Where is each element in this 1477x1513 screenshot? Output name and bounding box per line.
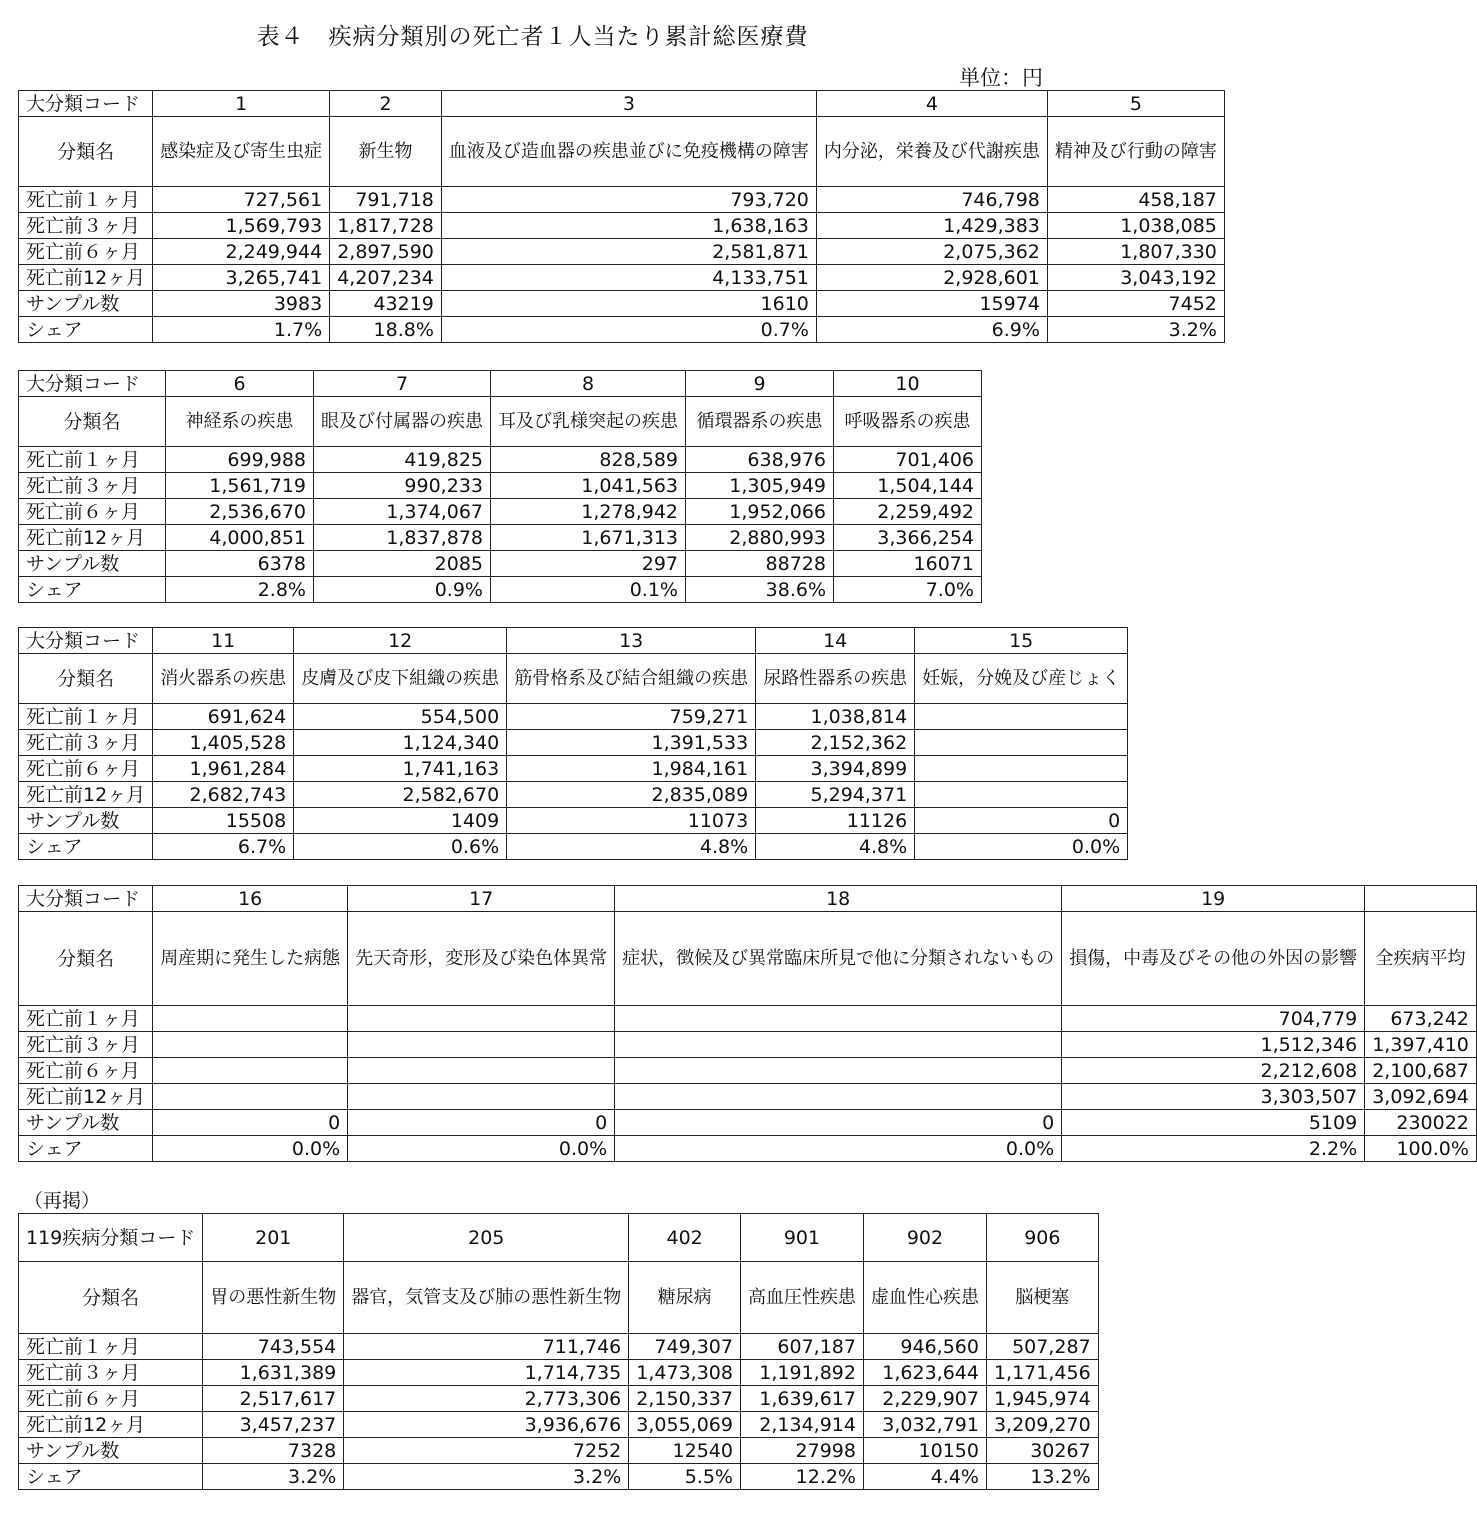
value-cell: 2,835,089 bbox=[507, 782, 756, 808]
name-label: 分類名 bbox=[19, 397, 166, 447]
value-cell: 0.6% bbox=[294, 834, 507, 860]
value-cell: 3.2% bbox=[1047, 317, 1224, 343]
code-cell: 14 bbox=[756, 628, 915, 654]
value-cell: 1,504,144 bbox=[834, 473, 982, 499]
category-name: 耳及び乳様突起の疾患 bbox=[491, 397, 686, 447]
value-cell: 0 bbox=[615, 1110, 1062, 1136]
value-cell: 0.0% bbox=[915, 834, 1128, 860]
value-cell: 3,936,676 bbox=[344, 1412, 629, 1438]
name-label: 分類名 bbox=[19, 912, 153, 1006]
value-cell: 458,187 bbox=[1047, 187, 1224, 213]
code-cell: 13 bbox=[507, 628, 756, 654]
row-label: 死亡前12ヶ月 bbox=[19, 525, 166, 551]
category-name: 脳梗塞 bbox=[986, 1262, 1098, 1334]
value-cell: 6.9% bbox=[816, 317, 1047, 343]
category-name: 呼吸器系の疾患 bbox=[834, 397, 982, 447]
value-cell: 1,569,793 bbox=[153, 213, 330, 239]
value-cell: 0.7% bbox=[441, 317, 816, 343]
code-cell: 10 bbox=[834, 371, 982, 397]
value-cell: 743,554 bbox=[203, 1334, 344, 1360]
value-cell: 4,133,751 bbox=[441, 265, 816, 291]
header-label: 大分類コード bbox=[19, 628, 153, 654]
value-cell: 1,397,410 bbox=[1365, 1032, 1477, 1058]
value-cell: 1,837,878 bbox=[314, 525, 491, 551]
value-cell: 0 bbox=[153, 1110, 348, 1136]
value-cell: 2.2% bbox=[1062, 1136, 1365, 1162]
table-row bbox=[19, 704, 1128, 730]
value-cell: 701,406 bbox=[834, 447, 982, 473]
value-cell: 0.0% bbox=[348, 1136, 615, 1162]
category-name: 器官，気管支及び肺の悪性新生物 bbox=[344, 1262, 629, 1334]
table-row bbox=[19, 1084, 1477, 1110]
table-row bbox=[19, 1412, 1099, 1438]
code-cell: 901 bbox=[740, 1214, 863, 1262]
header-row bbox=[19, 371, 982, 397]
table-row bbox=[19, 551, 982, 577]
row-label: 死亡前３ヶ月 bbox=[19, 1360, 203, 1386]
value-cell: 699,988 bbox=[166, 447, 314, 473]
value-cell: 2,152,362 bbox=[756, 730, 915, 756]
code-cell: 902 bbox=[863, 1214, 986, 1262]
table-row bbox=[19, 1386, 1099, 1412]
value-cell: 1,041,563 bbox=[491, 473, 686, 499]
value-cell: 6.7% bbox=[153, 834, 294, 860]
category-name: 先天奇形，変形及び染色体異常 bbox=[348, 912, 615, 1006]
data-table-119 bbox=[18, 1213, 1099, 1490]
value-cell: 3.2% bbox=[203, 1464, 344, 1490]
value-cell: 3,043,192 bbox=[1047, 265, 1224, 291]
value-cell: 2,682,743 bbox=[153, 782, 294, 808]
value-cell: 100.0% bbox=[1365, 1136, 1477, 1162]
value-cell bbox=[153, 1006, 348, 1032]
value-cell: 297 bbox=[491, 551, 686, 577]
table-row bbox=[19, 1136, 1477, 1162]
table-row bbox=[19, 1032, 1477, 1058]
value-cell bbox=[153, 1084, 348, 1110]
row-label: 死亡前６ヶ月 bbox=[19, 1386, 203, 1412]
table-row bbox=[19, 265, 1225, 291]
code-cell: 15 bbox=[915, 628, 1128, 654]
value-cell: 828,589 bbox=[491, 447, 686, 473]
value-cell: 3,209,270 bbox=[986, 1412, 1098, 1438]
name-label: 分類名 bbox=[19, 1262, 203, 1334]
value-cell: 3,265,741 bbox=[153, 265, 330, 291]
category-name: 循環器系の疾患 bbox=[686, 397, 834, 447]
row-label: シェア bbox=[19, 317, 153, 343]
value-cell: 1409 bbox=[294, 808, 507, 834]
value-cell: 2,150,337 bbox=[629, 1386, 741, 1412]
value-cell: 1,038,814 bbox=[756, 704, 915, 730]
name-label: 分類名 bbox=[19, 117, 153, 187]
code-cell: 8 bbox=[491, 371, 686, 397]
value-cell: 1,305,949 bbox=[686, 473, 834, 499]
value-cell: 749,307 bbox=[629, 1334, 741, 1360]
value-cell: 554,500 bbox=[294, 704, 507, 730]
header-label: 119疾病分類コード bbox=[19, 1214, 203, 1262]
value-cell: 11126 bbox=[756, 808, 915, 834]
table-row bbox=[19, 1110, 1477, 1136]
value-cell: 3,303,507 bbox=[1062, 1084, 1365, 1110]
row-label: 死亡前12ヶ月 bbox=[19, 782, 153, 808]
value-cell: 2,581,871 bbox=[441, 239, 816, 265]
value-cell: 30267 bbox=[986, 1438, 1098, 1464]
value-cell: 1,961,284 bbox=[153, 756, 294, 782]
value-cell bbox=[153, 1032, 348, 1058]
category-name: 新生物 bbox=[330, 117, 442, 187]
header-label: 大分類コード bbox=[19, 371, 166, 397]
row-label: サンプル数 bbox=[19, 1438, 203, 1464]
row-label: 死亡前３ヶ月 bbox=[19, 213, 153, 239]
value-cell: 3,394,899 bbox=[756, 756, 915, 782]
value-cell: 2.8% bbox=[166, 577, 314, 603]
value-cell: 1,429,383 bbox=[816, 213, 1047, 239]
value-cell: 1,631,389 bbox=[203, 1360, 344, 1386]
table-row bbox=[19, 1334, 1099, 1360]
value-cell: 3.2% bbox=[344, 1464, 629, 1490]
row-label: シェア bbox=[19, 1464, 203, 1490]
code-cell: 19 bbox=[1062, 886, 1365, 912]
value-cell bbox=[915, 704, 1128, 730]
value-cell: 704,779 bbox=[1062, 1006, 1365, 1032]
category-name: 周産期に発生した病態 bbox=[153, 912, 348, 1006]
table-row bbox=[19, 499, 982, 525]
data-table-2 bbox=[18, 370, 982, 603]
value-cell: 2,880,993 bbox=[686, 525, 834, 551]
value-cell: 88728 bbox=[686, 551, 834, 577]
code-cell: 3 bbox=[441, 91, 816, 117]
value-cell: 2,134,914 bbox=[740, 1412, 863, 1438]
value-cell: 7452 bbox=[1047, 291, 1224, 317]
data-table-1 bbox=[18, 90, 1225, 343]
value-cell: 1,623,644 bbox=[863, 1360, 986, 1386]
row-label: 死亡前３ヶ月 bbox=[19, 1032, 153, 1058]
value-cell: 3983 bbox=[153, 291, 330, 317]
value-cell: 4.8% bbox=[756, 834, 915, 860]
category-name: 胃の悪性新生物 bbox=[203, 1262, 344, 1334]
table-row bbox=[19, 213, 1225, 239]
value-cell: 3,092,694 bbox=[1365, 1084, 1477, 1110]
row-label: シェア bbox=[19, 1136, 153, 1162]
value-cell bbox=[348, 1032, 615, 1058]
table-row bbox=[19, 473, 982, 499]
row-label: 死亡前６ヶ月 bbox=[19, 1058, 153, 1084]
category-name: 皮膚及び皮下組織の疾患 bbox=[294, 654, 507, 704]
value-cell bbox=[153, 1058, 348, 1084]
category-name: 全疾病平均 bbox=[1365, 912, 1477, 1006]
row-label: 死亡前12ヶ月 bbox=[19, 265, 153, 291]
row-label: サンプル数 bbox=[19, 291, 153, 317]
row-label: 死亡前12ヶ月 bbox=[19, 1084, 153, 1110]
value-cell: 1,984,161 bbox=[507, 756, 756, 782]
value-cell: 6378 bbox=[166, 551, 314, 577]
row-label: シェア bbox=[19, 577, 166, 603]
value-cell bbox=[615, 1006, 1062, 1032]
value-cell: 507,287 bbox=[986, 1334, 1098, 1360]
value-cell: 10150 bbox=[863, 1438, 986, 1464]
code-cell: 17 bbox=[348, 886, 615, 912]
value-cell: 1,741,163 bbox=[294, 756, 507, 782]
value-cell: 7.0% bbox=[834, 577, 982, 603]
category-name: 高血圧性疾患 bbox=[740, 1262, 863, 1334]
header-label: 大分類コード bbox=[19, 886, 153, 912]
value-cell: 2,582,670 bbox=[294, 782, 507, 808]
value-cell: 1,817,728 bbox=[330, 213, 442, 239]
row-label: 死亡前６ヶ月 bbox=[19, 239, 153, 265]
category-name: 血液及び造血器の疾患並びに免疫機構の障害 bbox=[441, 117, 816, 187]
value-cell bbox=[348, 1058, 615, 1084]
row-label: 死亡前12ヶ月 bbox=[19, 1412, 203, 1438]
value-cell: 1,374,067 bbox=[314, 499, 491, 525]
value-cell: 2,773,306 bbox=[344, 1386, 629, 1412]
value-cell: 15974 bbox=[816, 291, 1047, 317]
value-cell: 38.6% bbox=[686, 577, 834, 603]
value-cell: 5,294,371 bbox=[756, 782, 915, 808]
value-cell: 638,976 bbox=[686, 447, 834, 473]
value-cell: 0.0% bbox=[615, 1136, 1062, 1162]
value-cell: 2,536,670 bbox=[166, 499, 314, 525]
table-row bbox=[19, 782, 1128, 808]
name-label: 分類名 bbox=[19, 654, 153, 704]
table-row bbox=[19, 1438, 1099, 1464]
value-cell: 4,000,851 bbox=[166, 525, 314, 551]
category-name: 糖尿病 bbox=[629, 1262, 741, 1334]
code-cell: 11 bbox=[153, 628, 294, 654]
value-cell: 16071 bbox=[834, 551, 982, 577]
value-cell: 5109 bbox=[1062, 1110, 1365, 1136]
data-table-3 bbox=[18, 627, 1128, 860]
category-name: 内分泌，栄養及び代謝疾患 bbox=[816, 117, 1047, 187]
value-cell: 2,897,590 bbox=[330, 239, 442, 265]
value-cell: 673,242 bbox=[1365, 1006, 1477, 1032]
row-label: 死亡前３ヶ月 bbox=[19, 730, 153, 756]
row-label: サンプル数 bbox=[19, 1110, 153, 1136]
header-label: 大分類コード bbox=[19, 91, 153, 117]
data-table-4 bbox=[18, 885, 1477, 1162]
value-cell: 230022 bbox=[1365, 1110, 1477, 1136]
code-cell: 16 bbox=[153, 886, 348, 912]
name-row bbox=[19, 397, 982, 447]
category-name: 神経系の疾患 bbox=[166, 397, 314, 447]
value-cell: 607,187 bbox=[740, 1334, 863, 1360]
value-cell: 2,100,687 bbox=[1365, 1058, 1477, 1084]
value-cell: 990,233 bbox=[314, 473, 491, 499]
value-cell: 3,055,069 bbox=[629, 1412, 741, 1438]
value-cell: 1,171,456 bbox=[986, 1360, 1098, 1386]
value-cell: 727,561 bbox=[153, 187, 330, 213]
header-row bbox=[19, 628, 1128, 654]
value-cell: 4.4% bbox=[863, 1464, 986, 1490]
table-row bbox=[19, 756, 1128, 782]
value-cell: 1,038,085 bbox=[1047, 213, 1224, 239]
value-cell: 3,457,237 bbox=[203, 1412, 344, 1438]
table-row bbox=[19, 187, 1225, 213]
value-cell: 1,124,340 bbox=[294, 730, 507, 756]
value-cell: 15508 bbox=[153, 808, 294, 834]
value-cell: 1,714,735 bbox=[344, 1360, 629, 1386]
value-cell: 746,798 bbox=[816, 187, 1047, 213]
category-name: 虚血性心疾患 bbox=[863, 1262, 986, 1334]
value-cell: 2,249,944 bbox=[153, 239, 330, 265]
value-cell: 1,278,942 bbox=[491, 499, 686, 525]
name-row bbox=[19, 117, 1225, 187]
value-cell: 1,191,892 bbox=[740, 1360, 863, 1386]
header-row bbox=[19, 1214, 1099, 1262]
page-title: 表４ 疾病分類別の死亡者１人当たり累計総医療費 bbox=[256, 24, 809, 50]
row-label: サンプル数 bbox=[19, 808, 153, 834]
table-row bbox=[19, 808, 1128, 834]
row-label: 死亡前１ヶ月 bbox=[19, 1006, 153, 1032]
name-row bbox=[19, 912, 1477, 1006]
code-cell: 7 bbox=[314, 371, 491, 397]
value-cell: 0 bbox=[915, 808, 1128, 834]
value-cell: 2,928,601 bbox=[816, 265, 1047, 291]
value-cell bbox=[915, 756, 1128, 782]
value-cell: 946,560 bbox=[863, 1334, 986, 1360]
value-cell: 1,945,974 bbox=[986, 1386, 1098, 1412]
value-cell: 2,259,492 bbox=[834, 499, 982, 525]
value-cell: 5.5% bbox=[629, 1464, 741, 1490]
value-cell: 1,405,528 bbox=[153, 730, 294, 756]
code-cell: 4 bbox=[816, 91, 1047, 117]
unit-label: 単位：円 bbox=[959, 66, 1043, 90]
row-label: サンプル数 bbox=[19, 551, 166, 577]
value-cell: 13.2% bbox=[986, 1464, 1098, 1490]
table-row bbox=[19, 525, 982, 551]
code-cell: 201 bbox=[203, 1214, 344, 1262]
value-cell: 1,639,617 bbox=[740, 1386, 863, 1412]
value-cell: 1,952,066 bbox=[686, 499, 834, 525]
code-cell: 5 bbox=[1047, 91, 1224, 117]
table-row bbox=[19, 239, 1225, 265]
value-cell: 1,473,308 bbox=[629, 1360, 741, 1386]
value-cell: 1,391,533 bbox=[507, 730, 756, 756]
value-cell: 791,718 bbox=[330, 187, 442, 213]
value-cell: 2,229,907 bbox=[863, 1386, 986, 1412]
header-row bbox=[19, 886, 1477, 912]
row-label: 死亡前１ヶ月 bbox=[19, 447, 166, 473]
value-cell: 1,638,163 bbox=[441, 213, 816, 239]
value-cell: 0.9% bbox=[314, 577, 491, 603]
code-cell: 205 bbox=[344, 1214, 629, 1262]
value-cell: 12540 bbox=[629, 1438, 741, 1464]
value-cell: 7252 bbox=[344, 1438, 629, 1464]
table-row bbox=[19, 1360, 1099, 1386]
value-cell: 711,746 bbox=[344, 1334, 629, 1360]
code-cell: 1 bbox=[153, 91, 330, 117]
value-cell: 759,271 bbox=[507, 704, 756, 730]
code-cell: 9 bbox=[686, 371, 834, 397]
row-label: 死亡前１ヶ月 bbox=[19, 704, 153, 730]
value-cell: 1,807,330 bbox=[1047, 239, 1224, 265]
reprint-label: （再掲） bbox=[24, 1190, 101, 1212]
value-cell bbox=[615, 1084, 1062, 1110]
value-cell: 1.7% bbox=[153, 317, 330, 343]
value-cell: 3,366,254 bbox=[834, 525, 982, 551]
value-cell bbox=[348, 1006, 615, 1032]
value-cell bbox=[348, 1084, 615, 1110]
table-row bbox=[19, 1464, 1099, 1490]
value-cell: 7328 bbox=[203, 1438, 344, 1464]
row-label: 死亡前６ヶ月 bbox=[19, 756, 153, 782]
category-name: 尿路性器系の疾患 bbox=[756, 654, 915, 704]
row-label: 死亡前３ヶ月 bbox=[19, 473, 166, 499]
value-cell: 11073 bbox=[507, 808, 756, 834]
row-label: シェア bbox=[19, 834, 153, 860]
code-cell: 2 bbox=[330, 91, 442, 117]
name-row bbox=[19, 1262, 1099, 1334]
table-row bbox=[19, 1006, 1477, 1032]
value-cell: 0.1% bbox=[491, 577, 686, 603]
value-cell: 2085 bbox=[314, 551, 491, 577]
table-row bbox=[19, 1058, 1477, 1084]
name-row bbox=[19, 654, 1128, 704]
value-cell: 4,207,234 bbox=[330, 265, 442, 291]
table-row bbox=[19, 577, 982, 603]
code-cell: 6 bbox=[166, 371, 314, 397]
value-cell: 1610 bbox=[441, 291, 816, 317]
code-cell: 12 bbox=[294, 628, 507, 654]
row-label: 死亡前１ヶ月 bbox=[19, 187, 153, 213]
row-label: 死亡前６ヶ月 bbox=[19, 499, 166, 525]
value-cell: 1,671,313 bbox=[491, 525, 686, 551]
category-name: 損傷，中毒及びその他の外因の影響 bbox=[1062, 912, 1365, 1006]
code-cell: 18 bbox=[615, 886, 1062, 912]
category-name: 症状，徴候及び異常臨床所見で他に分類されないもの bbox=[615, 912, 1062, 1006]
value-cell: 2,212,608 bbox=[1062, 1058, 1365, 1084]
table-row bbox=[19, 730, 1128, 756]
value-cell bbox=[915, 730, 1128, 756]
value-cell: 27998 bbox=[740, 1438, 863, 1464]
code-cell: 402 bbox=[629, 1214, 741, 1262]
value-cell bbox=[615, 1058, 1062, 1084]
category-name: 精神及び行動の障害 bbox=[1047, 117, 1224, 187]
value-cell: 2,517,617 bbox=[203, 1386, 344, 1412]
value-cell: 3,032,791 bbox=[863, 1412, 986, 1438]
value-cell: 43219 bbox=[330, 291, 442, 317]
header-row bbox=[19, 91, 1225, 117]
value-cell: 4.8% bbox=[507, 834, 756, 860]
value-cell bbox=[915, 782, 1128, 808]
value-cell: 1,561,719 bbox=[166, 473, 314, 499]
row-label: 死亡前１ヶ月 bbox=[19, 1334, 203, 1360]
value-cell: 419,825 bbox=[314, 447, 491, 473]
code-cell bbox=[1365, 886, 1477, 912]
value-cell: 0 bbox=[348, 1110, 615, 1136]
value-cell: 1,512,346 bbox=[1062, 1032, 1365, 1058]
value-cell: 691,624 bbox=[153, 704, 294, 730]
category-name: 妊娠，分娩及び産じょく bbox=[915, 654, 1128, 704]
value-cell bbox=[615, 1032, 1062, 1058]
table-row bbox=[19, 317, 1225, 343]
table-row bbox=[19, 291, 1225, 317]
value-cell: 0.0% bbox=[153, 1136, 348, 1162]
value-cell: 2,075,362 bbox=[816, 239, 1047, 265]
category-name: 感染症及び寄生虫症 bbox=[153, 117, 330, 187]
value-cell: 12.2% bbox=[740, 1464, 863, 1490]
category-name: 眼及び付属器の疾患 bbox=[314, 397, 491, 447]
category-name: 消火器系の疾患 bbox=[153, 654, 294, 704]
value-cell: 18.8% bbox=[330, 317, 442, 343]
category-name: 筋骨格系及び結合組織の疾患 bbox=[507, 654, 756, 704]
value-cell: 793,720 bbox=[441, 187, 816, 213]
table-row bbox=[19, 447, 982, 473]
table-row bbox=[19, 834, 1128, 860]
code-cell: 906 bbox=[986, 1214, 1098, 1262]
